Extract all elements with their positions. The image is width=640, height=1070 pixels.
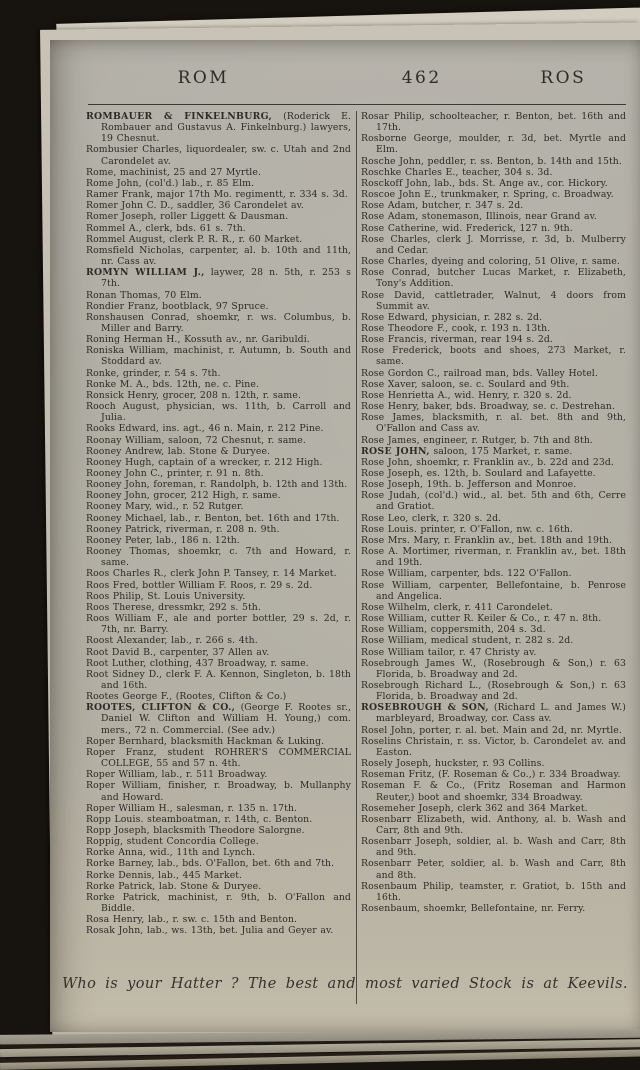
directory-entry: Rose Frederick, boots and shoes, 273 Market, r. same. xyxy=(361,345,626,368)
directory-entry: Rose Henrietta A., wid. Henry, r. 320 s. 2d. xyxy=(361,389,572,401)
directory-entry: Rose Catherine, wid. Frederick, 127 n. 9th. xyxy=(361,222,573,234)
directory-entry: Rooney Mary, wid., r. 52 Rutger. xyxy=(86,501,244,513)
column-divider xyxy=(356,111,357,1004)
directory-entry: Rose William, coppersmith, 204 s. 3d. xyxy=(361,624,546,636)
directory-entry: Ronke M. A., bds. 12th, ne. c. Pine. xyxy=(86,378,260,390)
directory-entry: Rose A. Mortimer, riverman, r. Franklin av., bet. 18th and 19th. xyxy=(361,546,626,569)
directory-entry: Rose Theodore F., cook, r. 193 n. 13th. xyxy=(361,322,551,334)
directory-entry: Roos William F., ale and porter bottler, 29 s. 2d, r. 7th, nr. Barry. xyxy=(86,613,351,636)
entry-name-bold: ROMYN WILLIAM J., xyxy=(86,267,205,279)
column-left xyxy=(86,111,351,1013)
directory-entry: Rose Joseph, es. 12th, b. Soulard and Lafayette. xyxy=(361,468,596,479)
directory-entry: Rooney Hugh, captain of a wrecker, r. 212 High. xyxy=(86,456,323,468)
footer-slogan: Who is your Hatter ? The best and most varied Stock is at Keevils. xyxy=(62,976,628,992)
directory-entry: Root Luther, clothing, 437 Broadway, r. same. xyxy=(86,657,309,669)
directory-entry: Rooney Patrick, riverman, r. 208 n. 9th. xyxy=(86,523,280,535)
directory-page xyxy=(50,40,640,1032)
directory-entry: Rorke Anna, wid., 11th and Lynch. xyxy=(86,847,256,859)
directory-entry: Rooney Thomas, shoemkr, c. 7th and Howard, r. same. xyxy=(86,546,351,569)
directory-entry: Rosemeher Joseph, clerk 362 and 364 Market. xyxy=(361,802,588,814)
directory-entry: Rosenbarr Peter, soldier, al. b. Wash and Carr, 8th and 8th. xyxy=(361,858,626,881)
directory-entry: ROSE JOHN, saloon, 175 Market, r. same. xyxy=(361,445,573,457)
directory-entry: ROOTES, CLIFTON & CO., (George F. Rootes sr., Daniel W. Clifton and William H. Young,) com. mers., 72 n. Commercial. (See adv.) xyxy=(86,702,351,736)
directory-entry: Rorke Patrick, machinist, r. 9th, b. O'Fallon and Biddle. xyxy=(86,891,351,915)
directory-entry: Roos Charles R., clerk John P. Tansey, r. 14 Market. xyxy=(86,568,337,580)
directory-entry: Rose William, medical student, r. 282 s. 2d. xyxy=(361,635,574,647)
directory-entry: Ramer Frank, major 17th Mo. regimentt, r. 334 s. 3d. xyxy=(86,189,348,201)
directory-entry: Ronshausen Conrad, shoemkr, r. ws. Columbus, b. Miller and Barry. xyxy=(86,311,351,334)
directory-entry: ROMYN WILLIAM J., laywer, 28 n. 5th, r. 253 s 7th. xyxy=(86,267,351,290)
directory-entry: Rorke Dennis, lab., 445 Market. xyxy=(86,869,243,881)
directory-entry: Ropp Joseph, blacksmith Theodore Salorgne. xyxy=(86,825,305,836)
directory-entry: Rose William, carpenter, Bellefontaine, b. Penrose and Angelica. xyxy=(361,579,626,602)
directory-entry: Rosenbarr Elizabeth, wid. Anthony, al. b. Wash and Carr, 8th and 9th. xyxy=(361,813,626,836)
directory-entry: Ropp Louis. steamboatman, r. 14th, c. Benton. xyxy=(86,813,313,825)
directory-entry: Rosar Philip, schoolteacher, r. Benton, bet. 16th and 17th. xyxy=(361,111,626,134)
directory-entry: Rooney John C., printer, r. 91 n. 8th. xyxy=(86,468,264,479)
directory-entry: Rose Henry, baker, bds. Broadway, se. c. Destrehan. xyxy=(361,401,615,413)
directory-entry: Rose James, blacksmith, r. al. bet. 8th and 9th, O'Fallon and Cass av. xyxy=(361,412,626,435)
directory-entry: Rooks Edward, ins. agt., 46 n. Main, r. 212 Pine. xyxy=(86,423,324,435)
directory-entry: Rooch August, physician, ws. 11th, b. Carroll and Julia. xyxy=(86,401,351,424)
directory-entry: Rosel John, porter, r. al. bet. Main and 2d, nr. Myrtle. xyxy=(361,724,622,736)
directory-entry: Rosak John, lab., ws. 13th, bet. Julia and Geyer av. xyxy=(86,925,334,937)
directory-entry: Rosa Henry, lab., r. sw. c. 15th and Benton. xyxy=(86,914,298,926)
directory-entry: ROSEBROUGH & SON, (Richard L. and James W.) marbleyard, Broadway, cor. Cass av. xyxy=(361,702,626,725)
directory-entry: Rommel August, clerk P. R. R., r. 60 Market. xyxy=(86,233,303,245)
directory-entry: Rome John, (col'd.) lab., r. 85 Elm. xyxy=(86,177,255,189)
directory-entry: Rosenbaum Philip, teamster, r. Gratiot, b. 15th and 16th. xyxy=(361,880,626,903)
directory-entry: Rooney Michael, lab., r. Benton, bet. 16th and 17th. xyxy=(86,512,340,524)
directory-entry: Rosebrough James W., (Rosebrough & Son,) r. 63 Florida, b. Broadway and 2d. xyxy=(361,657,626,680)
entry-name-bold: ROMBAUER & FINKELNBURG, xyxy=(86,111,273,122)
page-number: 462 xyxy=(401,68,442,88)
directory-entry: Rose Edward, physician, r. 282 s. 2d. xyxy=(361,311,543,323)
directory-entry: Rose Mrs. Mary, r. Franklin av., bet. 18th and 19th. xyxy=(361,534,612,546)
running-head-left: ROM xyxy=(177,68,230,88)
directory-entry: Ronan Thomas, 70 Elm. xyxy=(86,289,202,301)
directory-entry: Rosebrough Richard L., (Rosebrough & Son,) r. 63 Florida, b. Broadway and 2d. xyxy=(361,679,626,703)
directory-entry: Roniska William, machinist, r. Autumn, b. South and Stoddard av. xyxy=(86,345,351,368)
directory-entry: Romer Joseph, roller Liggett & Dausman. xyxy=(86,211,289,223)
entry-name-bold: ROOTES, CLIFTON & CO., xyxy=(86,702,236,714)
directory-entry: Romer John C. D., saddler, 36 Carondelet av. xyxy=(86,200,304,212)
directory-entry: Rose William, cutter R. Keiler & Co., r. 47 n. 8th. xyxy=(361,613,602,625)
entry-name-bold: ROSEBROUGH & SON, xyxy=(361,702,489,714)
directory-entry: Rorke Barney, lab., bds. O'Fallon, bet. 6th and 7th. xyxy=(86,858,335,870)
directory-entry: Rosckoff John, lab., bds. St. Ange av., cor. Hickory. xyxy=(361,177,608,189)
directory-entry: Root David B., carpenter, 37 Allen av. xyxy=(86,646,270,658)
directory-entry: Rose Leo, clerk, r. 320 s. 2d. xyxy=(361,512,502,524)
directory-entry: Rosenbarr Joseph, soldier, al. b. Wash and Carr, 8th and 9th. xyxy=(361,836,626,859)
directory-entry: Root Sidney D., clerk F. A. Kennon, Singleton, b. 18th and 16th. xyxy=(86,668,351,691)
directory-entry: Rooney Peter, lab., 186 n. 12th. xyxy=(86,534,240,546)
directory-entry: Rose Joseph, 19th. b. Jefferson and Monroe. xyxy=(361,479,577,491)
directory-entry: Rose Xaver, saloon, se. c. Soulard and 9th. xyxy=(361,378,570,390)
directory-entry: Rooney John, foreman, r. Randolph, b. 12th and 13th. xyxy=(86,479,348,491)
directory-entry: Rose William tailor, r. 47 Christy av. xyxy=(361,646,537,658)
directory-entry: Rootes George F., (Rootes, Clifton & Co.) xyxy=(86,691,287,703)
directory-entry: Rose Judah, (col'd.) wid., al. bet. 5th and 6th, Cerre and Gratiot. xyxy=(361,490,626,513)
entry-name-bold: ROSE JOHN, xyxy=(361,445,430,457)
directory-entry: Roscoe John E., trunkmaker, r. Spring, c. Broadway. xyxy=(361,189,614,201)
directory-entry: ROMBAUER & FINKELNBURG, (Roderick E. Rombauer and Gustavus A. Finkelnburg.) lawyers, 19 Chesnut. xyxy=(86,111,351,145)
directory-entry: Rooney Andrew, lab. Stone & Duryee. xyxy=(86,445,271,457)
directory-entry: Rose Adam, butcher, r. 347 s. 2d. xyxy=(361,200,524,212)
directory-entry: Rose David, cattletrader, Walnut, 4 doors from Summit av. xyxy=(361,289,626,312)
directory-entry: Rose Charles, dyeing and coloring, 51 Olive, r. same. xyxy=(361,256,620,268)
directory-entry: Roonay William, saloon, 72 Chesnut, r. same. xyxy=(86,434,306,446)
directory-entry: Rommel A., clerk, bds. 61 s. 7th. xyxy=(86,222,246,234)
directory-entry: Ronsick Henry, grocer, 208 n. 12th, r. same. xyxy=(86,389,302,401)
directory-entry: Rose Conrad, butcher Lucas Market, r. Elizabeth, Tony's Addition. xyxy=(361,267,626,290)
directory-entry: Roper Bernhard, blacksmith Hackman & Luking. xyxy=(86,735,325,747)
directory-entry: Rose John, shoemkr, r. Franklin av., b. 22d and 23d. xyxy=(361,456,614,468)
directory-entry: Rorke Patrick, lab. Stone & Duryee. xyxy=(86,880,262,892)
directory-entry: Rose Wilhelm, clerk, r. 411 Carondelet. xyxy=(361,601,553,613)
running-head-right: ROS xyxy=(540,68,587,88)
directory-entry: Rooney John, grocer, 212 High, r. same. xyxy=(86,490,281,502)
column-right xyxy=(361,111,626,1013)
directory-entry: Ronke, grinder, r. 54 s. 7th. xyxy=(86,367,221,379)
directory-entry: Rosely Joseph, huckster, r. 93 Collins. xyxy=(361,758,545,770)
directory-entry: Rose Louis. printer, r. O'Fallon, nw. c. 16th. xyxy=(361,523,573,535)
directory-entry: Roos Therese, dressmkr, 292 s. 5th. xyxy=(86,601,261,613)
directory-entry: Rose William, carpenter, bds. 122 O'Fallon. xyxy=(361,568,572,580)
directory-entry: Rondier Franz, bootblack, 97 Spruce. xyxy=(86,300,269,312)
directory-entry: Rose James, engineer, r. Rutger, b. 7th and 8th. xyxy=(361,434,593,446)
directory-entry: Rosche John, peddler, r. ss. Benton, b. 14th and 15th. xyxy=(361,155,622,167)
running-head xyxy=(50,68,640,98)
directory-entry: Roppig, student Concordia College. xyxy=(86,836,259,848)
directory-entry: Roper Franz, student ROHRER'S COMMERCIAL COLLEGE, 55 and 57 n. 4th. xyxy=(86,746,351,770)
directory-entry: Roseman F. & Co., (Fritz Roseman and Harmon Reuter,) boot and shoemkr, 334 Broadway. xyxy=(361,780,626,803)
directory-entry: Roper William H., salesman, r. 135 n. 17th. xyxy=(86,802,298,814)
directory-entry: Rose Adam, stonemason, Illinois, near Grand av. xyxy=(361,211,597,223)
directory-entry: Roos Fred, bottler William F. Roos, r. 29 s. 2d. xyxy=(86,579,313,591)
directory-columns xyxy=(86,111,626,1013)
directory-entry: Roper William, lab., r. 511 Broadway. xyxy=(86,769,268,781)
directory-entry: Roost Alexander, lab., r. 266 s. 4th. xyxy=(86,635,258,647)
directory-entry: Roselins Christain, r. ss. Victor, b. Carondelet av. and Easton. xyxy=(361,735,626,758)
directory-entry: Rose Charles, clerk J. Morrisse, r. 3d, b. Mulberry and Cedar. xyxy=(361,233,626,256)
directory-entry: Rombusier Charles, liquordealer, sw. c. Utah and 2nd Carondelet av. xyxy=(86,144,351,167)
directory-entry: Rome, machinist, 25 and 27 Myrtle. xyxy=(86,166,262,178)
directory-entry: Roper William, finisher, r. Broadway, b. Mullanphy and Howard. xyxy=(86,780,351,803)
directory-entry: Rose Gordon C., railroad man, bds. Valley Hotel. xyxy=(361,367,598,379)
directory-entry: Roning Herman H., Kossuth av., nr. Garibuldi. xyxy=(86,334,310,346)
directory-entry: Romsfield Nicholas, carpenter, al. b. 10th and 11th, nr. Cass av. xyxy=(86,244,351,268)
directory-entry: Rose Francis, riverman, rear 194 s. 2d. xyxy=(361,334,553,346)
header-rule xyxy=(88,104,626,105)
directory-entry: Rosborne George, moulder, r. 3d, bet. Myrtle and Elm. xyxy=(361,133,626,156)
directory-entry: Rosenbaum, shoemkr, Bellefontaine, nr. Ferry. xyxy=(361,903,586,915)
directory-entry: Roseman Fritz, (F. Roseman & Co.,) r. 334 Broadway. xyxy=(361,769,621,781)
directory-entry: Roos Philip, St. Louis University. xyxy=(86,590,246,602)
directory-entry: Roschke Charles E., teacher, 304 s. 3d. xyxy=(361,166,553,178)
